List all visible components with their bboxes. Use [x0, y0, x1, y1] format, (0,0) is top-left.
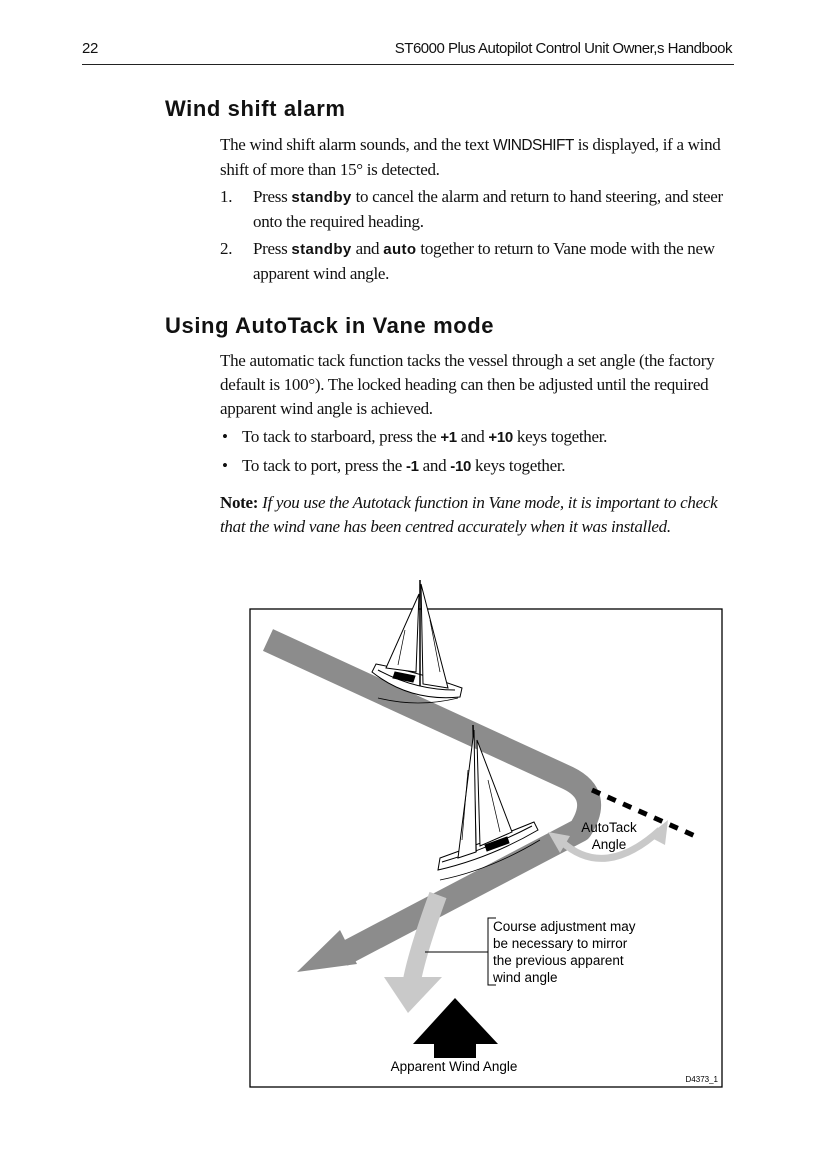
key-minus-10: -10 — [450, 458, 472, 475]
note-paragraph — [220, 491, 740, 539]
list-item-step-2: 2. Press standby and auto together to return to Vane mode with the new apparent wind angle. — [220, 239, 715, 283]
course-note-line3: the previous apparent — [493, 953, 624, 968]
note-bracket — [488, 918, 496, 985]
course-track — [268, 640, 589, 972]
page-number: 22 — [82, 40, 99, 57]
sailboat-lower — [438, 725, 540, 880]
list-item-step-1: 1. Press standby to cancel the alarm and return to hand steering, and steer onto the required heading. — [220, 187, 723, 231]
sailboat-upper — [372, 580, 462, 703]
wind-label: Apparent Wind Angle — [390, 1059, 518, 1074]
course-note-line1: Course adjustment may — [493, 919, 636, 934]
step-number: 1. — [220, 187, 233, 206]
key-standby: standby — [291, 241, 352, 258]
autotack-label-line1: AutoTack — [581, 820, 637, 835]
list-item-starboard: • To tack to starboard, press the +1 and +10 keys together. — [220, 425, 740, 450]
list-item-port: • To tack to port, press the -1 and -10 keys together. — [220, 454, 740, 479]
course-adjustment-arrow — [384, 895, 442, 1013]
section-heading-wind-shift: Wind shift alarm — [165, 96, 346, 121]
bullet-icon: • — [222, 427, 228, 446]
previous-heading-dashed-line — [592, 790, 695, 836]
key-plus-1: +1 — [440, 429, 457, 446]
key-minus-1: -1 — [405, 458, 419, 475]
figure-id: D4373_1 — [685, 1075, 718, 1084]
autotack-intro: The automatic tack function tacks the vessel through a set angle (the factory default is 100°). The locked heading can then be adjusted until the required apparent wind angle is achieved. — [220, 351, 715, 418]
step-number: 2. — [220, 239, 233, 258]
course-arrowhead — [297, 930, 357, 972]
section-heading-autotack: Using AutoTack in Vane mode — [165, 313, 495, 338]
running-title: ST6000 Plus Autopilot Control Unit Owner,s Handbook — [394, 40, 732, 57]
wind-direction-arrow — [413, 998, 498, 1058]
course-note-line4: wind angle — [493, 970, 558, 985]
wind-shift-intro: The wind shift alarm sounds, and the text WINDSHIFT is displayed, if a wind shift of more than 15° is detected. — [220, 135, 721, 179]
course-note-line2: be necessary to mirror — [493, 936, 628, 951]
page-header — [82, 40, 734, 65]
bullet-icon: • — [222, 456, 228, 475]
display-text-windshift: WINDSHIFT — [493, 137, 574, 154]
autotack-angle-arc — [548, 820, 668, 858]
note-text: If you use the Autotack function in Vane mode, it is important to check that the wind vane has been centred accurately when it was installed. — [220, 493, 718, 536]
key-standby: standby — [291, 189, 352, 206]
key-auto: auto — [383, 241, 417, 258]
autotack-label-line2: Angle — [591, 837, 627, 852]
note-label: Note: — [220, 493, 259, 512]
figure-frame — [250, 609, 722, 1087]
key-plus-10: +10 — [488, 429, 513, 446]
